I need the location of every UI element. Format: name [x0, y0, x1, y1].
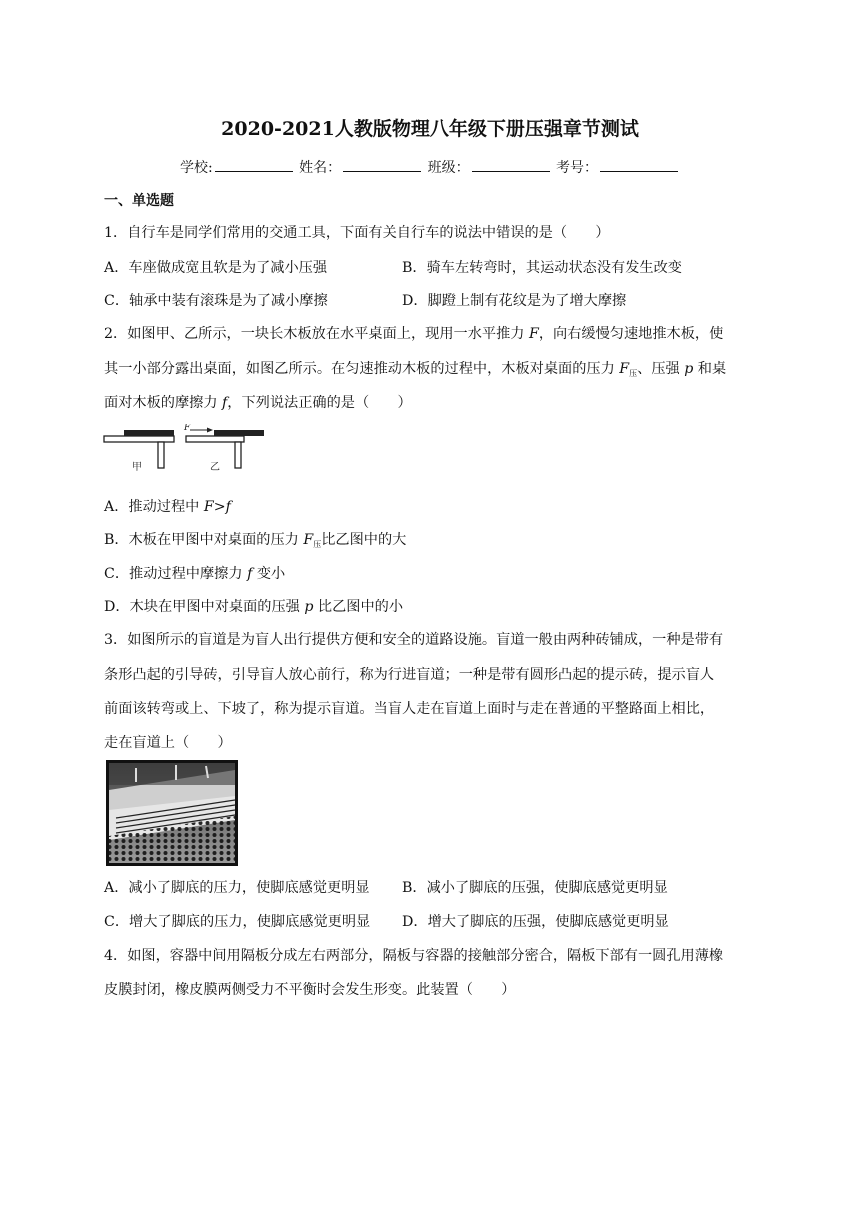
- q2-option-a[interactable]: [104, 496, 231, 516]
- q2-var-p: p: [304, 599, 314, 615]
- q1-option-c[interactable]: C．轴承中装有滚珠是为了减小摩擦: [104, 293, 328, 309]
- q1-option-d[interactable]: D．脚蹬上制有花纹是为了增大摩擦: [402, 293, 627, 309]
- q2-text: 其一小部分露出桌面，如图乙所示。在匀速推动木板的过程中，木板对桌面的压力: [104, 361, 620, 377]
- q3-option-a[interactable]: A．减小了脚底的压力，使脚底感觉更明显: [104, 880, 370, 896]
- q2-text: ，向右缓慢匀速地推木板，使: [538, 326, 724, 342]
- q2-figure: [102, 424, 272, 474]
- table-leg-yi: [235, 442, 241, 468]
- q2-option-expr: F>f: [203, 499, 231, 515]
- q1-stem: 1．自行车是同学们常用的交通工具，下面有关自行车的说法中错误的是（ ）: [104, 225, 610, 241]
- fig-label-yi: 乙: [210, 462, 220, 473]
- table-leg-jia: [158, 442, 164, 468]
- q2-option-text: 比乙图中的小: [313, 599, 404, 615]
- section-heading: 一、单选题: [104, 193, 174, 209]
- school-label: 学校:: [179, 160, 213, 176]
- q3-stem-line2: 条形凸起的引导砖，引导盲人放心前行，称为行进盲道；一种是带有圆形凸起的提示砖，提示盲人: [104, 667, 715, 683]
- q2-option-text: D．木块在甲图中对桌面的压强: [104, 599, 305, 615]
- q2-var-f: f: [247, 566, 253, 582]
- q3-stem-line3: 前面该转弯或上、下坡了，称为提示盲道。当盲人走在盲道上面时与走在普通的平整路面上相比，: [104, 701, 715, 717]
- q2-var-F: F: [303, 532, 314, 548]
- q2-option-text: A．推动过程中: [104, 499, 204, 515]
- page-title: 2020-2021人教版物理八年级下册压强章节测试: [221, 118, 639, 140]
- q1-option-b[interactable]: B．骑车左转弯时，其运动状态没有发生改变: [402, 260, 682, 276]
- q2-option-text: 比乙图中的大: [321, 532, 407, 548]
- table-top-jia: [104, 436, 174, 442]
- school-blank[interactable]: [215, 159, 293, 172]
- q2-text: 和桌: [693, 361, 727, 377]
- board-jia: [124, 430, 174, 436]
- q3-option-b[interactable]: B．减小了脚底的压强，使脚底感觉更明显: [402, 880, 668, 896]
- q2-var-f: f: [222, 395, 228, 411]
- q2-option-text: B．木板在甲图中对桌面的压力: [104, 532, 304, 548]
- q3-stem-line1: 3．如图所示的盲道是为盲人出行提供方便和安全的道路设施。盲道一般由两种砖铺成，一种是带有: [104, 632, 724, 648]
- q2-subscript: 压: [313, 540, 322, 549]
- class-label: 班级：: [427, 160, 470, 176]
- q3-stem-line4: 走在盲道上（ ）: [104, 735, 232, 751]
- q2-text: 、压强: [637, 361, 685, 377]
- q2-stem-line1: [104, 323, 723, 343]
- q2-text: ，下列说法正确的是（ ）: [227, 395, 412, 411]
- q1-option-a[interactable]: A．车座做成宽且软是为了减小压强: [104, 260, 328, 276]
- force-arrowhead: [207, 428, 213, 433]
- q2-var-F: F: [619, 361, 630, 377]
- q2-option-c[interactable]: [104, 563, 285, 583]
- board-yi: [214, 430, 264, 436]
- q2-stem-line3: [104, 392, 412, 412]
- student-info-row: [0, 157, 860, 177]
- q2-stem-line2: [104, 358, 726, 379]
- table-top-yi: [186, 436, 244, 442]
- q4-stem-line2: 皮膜封闭，橡皮膜两侧受力不平衡时会发生形变。此装置（ ）: [104, 982, 516, 998]
- fig-label-jia: 甲: [132, 462, 142, 473]
- q3-option-d[interactable]: D．增大了脚底的压强，使脚底感觉更明显: [402, 914, 669, 930]
- q2-option-text: 变小: [252, 566, 286, 582]
- q2-text: 面对木板的摩擦力: [104, 395, 223, 411]
- exam-no-label: 考号：: [556, 160, 599, 176]
- q2-subscript: 压: [629, 369, 638, 378]
- class-blank[interactable]: [472, 159, 550, 172]
- fig-label-F: F: [184, 424, 191, 433]
- q2-var-F: F: [528, 326, 539, 342]
- exam-no-blank[interactable]: [600, 159, 678, 172]
- q2-text: 2．如图甲、乙所示，一块长木板放在水平桌面上，现用一水平推力: [104, 326, 529, 342]
- q3-option-c[interactable]: C．增大了脚底的压力，使脚底感觉更明显: [104, 914, 371, 930]
- q2-option-d[interactable]: [104, 596, 403, 616]
- q2-option-text: C．推动过程中摩擦力: [104, 566, 248, 582]
- q2-var-p: p: [684, 361, 694, 377]
- q4-stem-line1: 4．如图，容器中间用隔板分成左右两部分，隔板与容器的接触部分密合，隔板下部有一圆孔用薄橡: [104, 948, 724, 964]
- name-blank[interactable]: [343, 159, 421, 172]
- tactile-paving-photo: [106, 760, 238, 866]
- q2-option-b[interactable]: [104, 529, 406, 550]
- name-label: 姓名：: [299, 160, 342, 176]
